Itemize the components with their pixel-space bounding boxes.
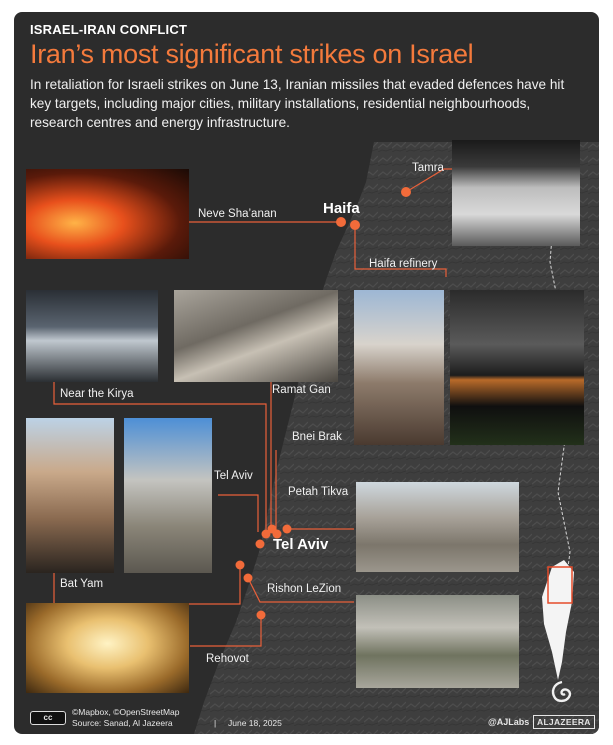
source: Source: Sanad, Al Jazeera (72, 718, 173, 728)
city-label-haifa: Haifa (323, 200, 360, 217)
marker-tamra (401, 187, 411, 197)
photo-bat-yam-1 (26, 418, 114, 573)
photo-petah-tikva (356, 482, 519, 572)
photo-near-the-kirya (26, 290, 158, 382)
marker-petah-tikva (283, 525, 292, 534)
leader-tel-aviv (218, 495, 258, 532)
label-bnei-brak: Bnei Brak (292, 431, 342, 443)
label-petah-tikva: Petah Tikva (288, 486, 349, 498)
marker-bat-yam (236, 561, 245, 570)
marker-rehovot (257, 611, 266, 620)
photo-neve-shaanan (26, 169, 189, 259)
map-credits: ©Mapbox, ©OpenStreetMap (72, 707, 180, 717)
cc-license-badge: cc (30, 711, 66, 725)
marker-tel-aviv (256, 540, 265, 549)
city-label-tel-aviv: Tel Aviv (273, 536, 329, 553)
label-tamra: Tamra (412, 162, 444, 174)
photo-haifa-refinery-2 (450, 290, 584, 445)
photo-haifa-refinery-1 (354, 290, 444, 445)
photo-ramat-gan (174, 290, 338, 382)
marker-rishon (244, 574, 253, 583)
aljazeera-logo-icon (545, 680, 579, 706)
photo-bat-yam-2 (124, 418, 212, 573)
label-neve-shaanan: Neve Sha’anan (198, 208, 277, 220)
label-ramat-gan: Ramat Gan (272, 384, 331, 396)
label-bat-yam: Bat Yam (60, 578, 104, 590)
photo-rishon-lezion (356, 595, 519, 688)
label-rehovot: Rehovot (206, 653, 249, 665)
label-haifa-refinery: Haifa refinery (369, 258, 438, 270)
twitter-handle: @AJLabs (488, 717, 530, 727)
infographic-card (14, 12, 599, 734)
kicker: ISRAEL-IRAN CONFLICT (30, 22, 188, 37)
date: June 18, 2025 (228, 718, 282, 728)
brand-logo: ALJAZEERA (533, 715, 595, 729)
photo-tamra (452, 140, 580, 246)
footer-separator: | (214, 718, 217, 728)
label-tel-aviv: Tel Aviv (214, 470, 253, 482)
marker-neve-shaanan (336, 217, 346, 227)
label-near-the-kirya: Near the Kirya (60, 388, 134, 400)
marker-haifa-refinery (350, 220, 360, 230)
page-title: Iran’s most significant strikes on Israel (30, 39, 474, 69)
label-rishon-lezion: Rishon LeZion (267, 583, 342, 595)
subtitle: In retaliation for Israeli strikes on June 13, Iranian missiles that evaded defences have hit key targets, including major cities, military installations, residential neighbourhoods, research centres and energy infrastructure. (30, 77, 565, 130)
photo-rehovot (26, 603, 189, 693)
